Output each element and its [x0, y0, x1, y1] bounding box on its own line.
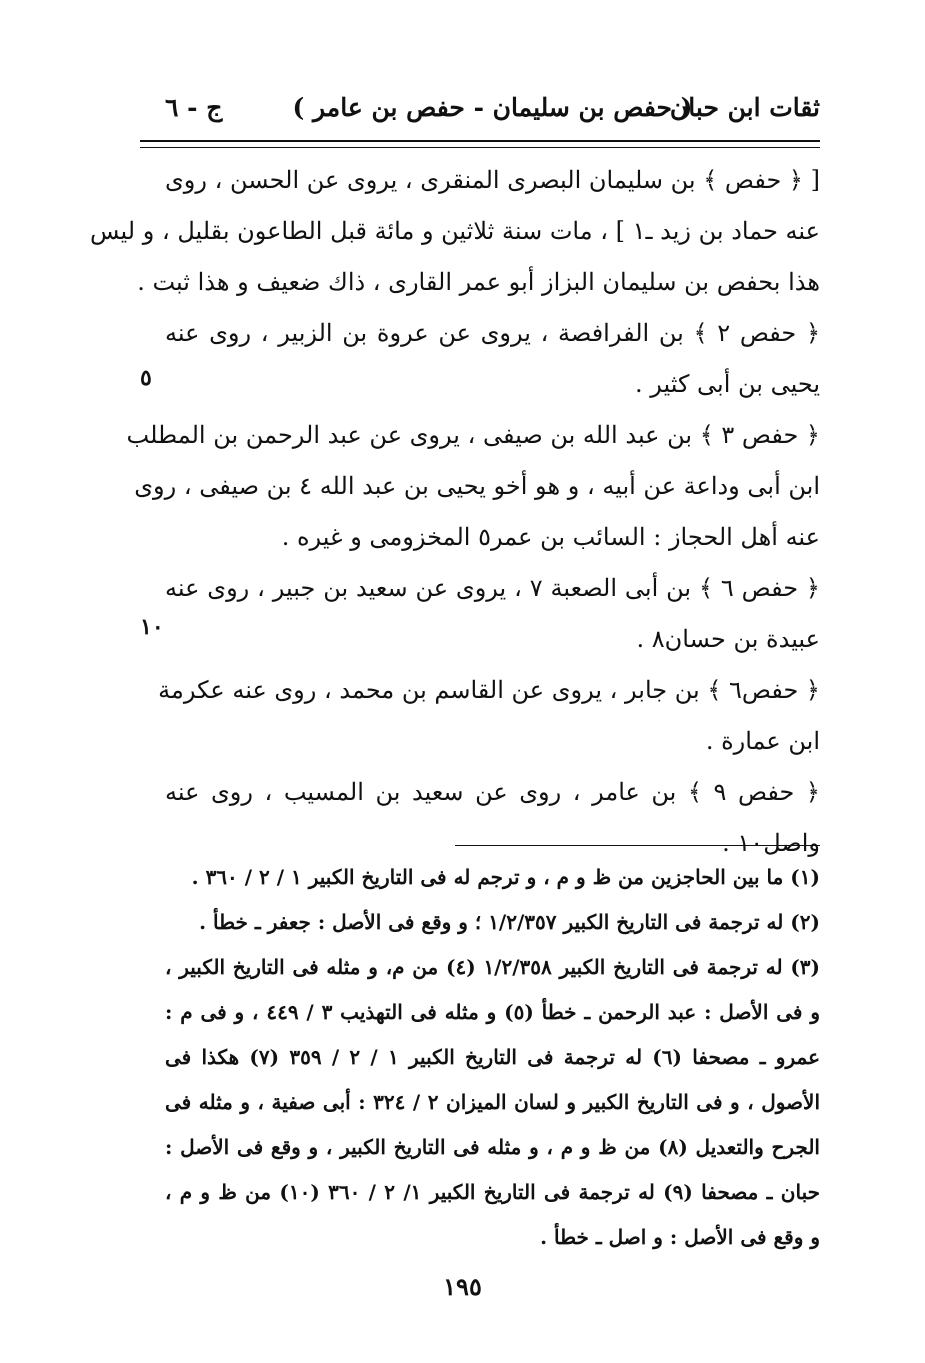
- footnote-line: و وقع فى الأصل : و اصل ـ خطأ .: [540, 1225, 820, 1249]
- footnote-rule: [455, 845, 820, 846]
- text-line: ﴿ حفص ٦ ﴾ بن أبى الصعبة ٧ ، يروى عن سعيد بن جبير ، روى عنه: [165, 574, 820, 602]
- footnote-line: الأصول ، و فى التاريخ الكبير و لسان الميزان ٢ / ٣٢٤ : أبى صفية ، و مثله فى: [165, 1090, 820, 1114]
- text-line: ﴿ حفص ٣ ﴾ بن عبد الله بن صيفى ، يروى عن عبد الرحمن بن المطلب: [126, 421, 820, 449]
- line-number-5: ٥: [140, 365, 152, 391]
- text-line: ابن أبى وداعة عن أبيه ، و هو أخو يحيى بن عبد الله ٤ بن صيفى ، روى: [134, 472, 820, 500]
- footnote-line: (٢) له ترجمة فى التاريخ الكبير ١/٢/٣٥٧ ؛ و وقع فى الأصل : جعفر ـ خطأ .: [199, 910, 820, 934]
- header-rule-thin: [140, 147, 820, 148]
- text-line: ﴿ حفص ٩ ﴾ بن عامر ، روى عن سعيد بن المسيب ، روى عنه: [165, 778, 820, 806]
- text-line: هذا بحفص بن سليمان البزاز أبو عمر القارى ، ذاك ضعيف و هذا ثبت .: [137, 268, 820, 296]
- text-line: ﴿ حفص٦ ﴾ بن جابر ، يروى عن القاسم بن محمد ، روى عنه عكرمة: [158, 676, 820, 704]
- main-text: [89, 155, 821, 869]
- footnote-line: و فى الأصل : عبد الرحمن ـ خطأ (٥) و مثله فى التهذيب ٣ / ٤٤٩ ، و فى م :: [165, 1000, 820, 1024]
- book-title: ثقات ابن حبان: [669, 93, 820, 122]
- header-rule: [140, 140, 820, 142]
- text-line: ابن عمارة .: [705, 727, 820, 755]
- text-line: يحيى بن أبى كثير .: [634, 370, 820, 398]
- footnotes: [165, 855, 820, 1260]
- footnote-line: (١) ما بين الحاجزين من ظ و م ، و ترجم له فى التاريخ الكبير ١ / ٢ / ٣٦٠ .: [191, 865, 820, 889]
- footnote-line: الجرح والتعديل (٨) من ظ و م ، و مثله فى التاريخ الكبير ، و وقع فى الأصل :: [165, 1135, 820, 1159]
- footnote-line: حبان ـ مصحفا (٩) له ترجمة فى التاريخ الكبير ١/ ٢ / ٣٦٠ (١٠) من ظ و م ،: [165, 1180, 820, 1204]
- text-line: ﴿ حفص ٢ ﴾ بن الفرافصة ، يروى عن عروة بن الزبير ، روى عنه: [165, 319, 821, 347]
- text-line: عنه أهل الحجاز : السائب بن عمر٥ المخزومى و غيره .: [281, 523, 820, 551]
- page-number: ١٩٥: [443, 1272, 482, 1301]
- text-line: واصل١٠ .: [722, 829, 820, 857]
- line-number-10: ١٠: [140, 614, 164, 640]
- text-line: عبيدة بن حسان٨ .: [636, 625, 820, 653]
- running-header: [165, 88, 820, 128]
- text-line: [ ﴿ حفص ﴾ بن سليمان البصرى المنقرى ، يروى عن الحسن ، روى: [165, 166, 820, 194]
- text-line: عنه حماد بن زيد ـ١ ] ، مات سنة ثلاثين و مائة قبل الطاعون بقليل ، و ليس: [89, 217, 820, 245]
- footnote-line: عمرو ـ مصحفا (٦) له ترجمة فى التاريخ الكبير ١ / ٢ / ٣٥٩ (٧) هكذا فى: [165, 1045, 820, 1069]
- volume-label: ج - ٦: [165, 93, 223, 122]
- footnote-line: (٣) له ترجمة فى التاريخ الكبير ١/٢/٣٥٨ (٤) من م، و مثله فى التاريخ الكبير ،: [165, 955, 820, 979]
- section-title: ( حفص بن سليمان - حفص بن عامر ): [292, 93, 693, 122]
